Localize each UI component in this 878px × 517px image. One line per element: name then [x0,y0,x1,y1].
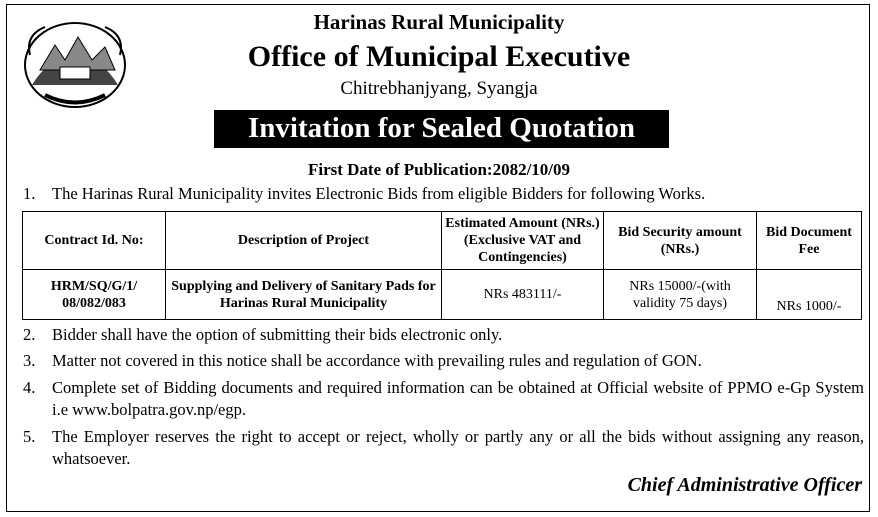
header-estimate: Estimated Amount (NRs.) (Exclusive VAT and Contingencies) [442,212,604,270]
table-header-row [23,212,862,270]
signatory-title: Chief Administrative Officer [627,474,862,496]
item-text: Complete set of Bidding documents and required information can be obtained at Official website of PPMO e-Gp System i.e www.bolpatra.gov.np/egp. [52,378,864,419]
item-number: 5. [23,427,36,446]
item-number: 3. [23,351,36,370]
cell-estimate: NRs 483111/- [442,270,604,320]
header-security: Bid Security amount (NRs.) [604,212,757,270]
office-location: Chitrebhanjyang, Syangja [340,78,538,99]
office-title: Office of Municipal Executive [247,40,631,73]
header-description: Description of Project [166,212,442,270]
item-text: Bidder shall have the option of submitting their bids electronic only. [52,325,503,344]
item-text: The Harinas Rural Municipality invites Electronic Bids from eligible Bidders for following Works. [52,184,706,203]
bids-table [22,211,862,320]
item-text: Matter not covered in this notice shall be accordance with prevailing rules and regulation of GON. [52,351,702,370]
notice-banner: Invitation for Sealed Quotation [214,110,669,148]
header-contract: Contract Id. No: [23,212,166,270]
cell-contract: HRM/SQ/G/1/ 08/082/083 [23,270,166,320]
header-fee: Bid Document Fee [757,212,862,270]
item-number: 2. [23,325,36,344]
cell-description: Supplying and Delivery of Sanitary Pads for Harinas Rural Municipality [166,270,442,320]
publication-date: First Date of Publication:2082/10/09 [307,160,571,179]
cell-security: NRs 15000/-(with validity 75 days) [604,270,757,320]
municipality-name: Harinas Rural Municipality [313,10,565,34]
item-text: The Employer reserves the right to accept or reject, wholly or partly any or all the bids without assigning any reason, whatsoever. [52,427,864,468]
cell-fee: NRs 1000/- [757,270,862,320]
item-number: 4. [23,378,36,397]
table-row [23,270,862,320]
item-number: 1. [23,184,36,203]
